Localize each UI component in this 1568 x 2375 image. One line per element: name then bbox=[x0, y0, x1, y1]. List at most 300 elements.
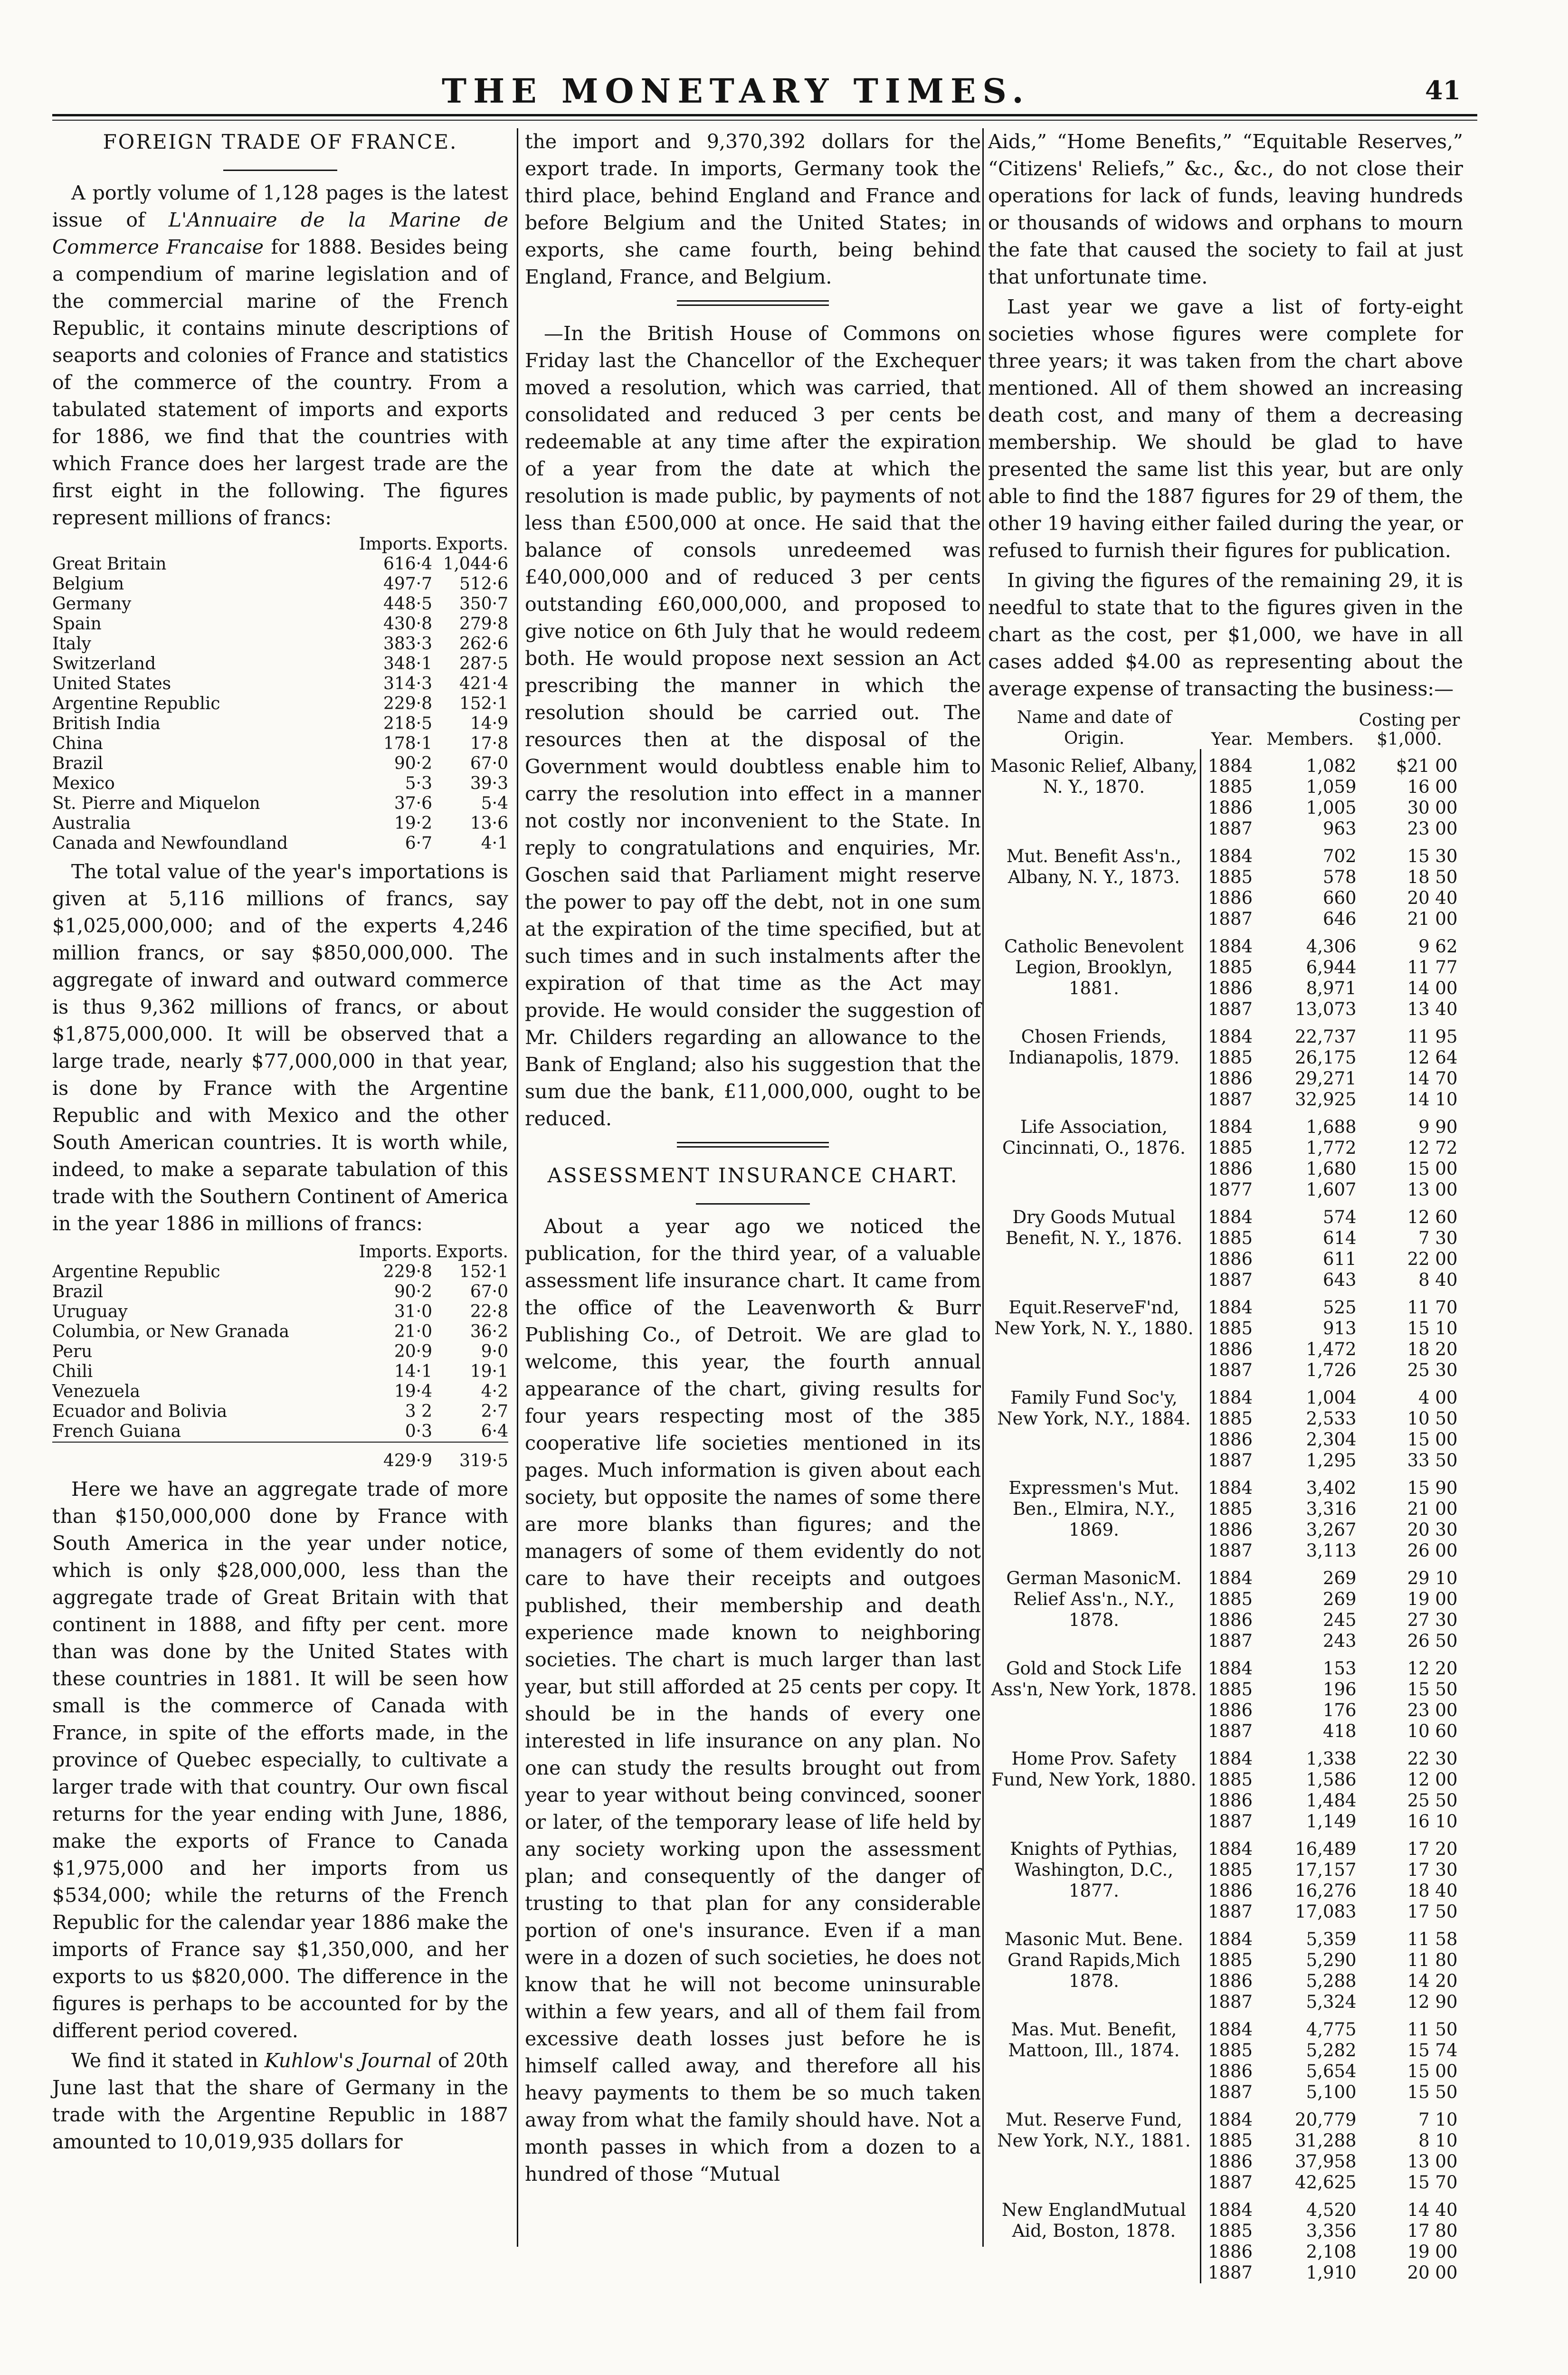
year-cell: 1887 bbox=[1200, 999, 1264, 1020]
year-cell: 1885 bbox=[1200, 2221, 1264, 2242]
year-cell: 1885 bbox=[1200, 1769, 1264, 1790]
imports-value: 348·1 bbox=[383, 654, 432, 674]
year-cell: 1884 bbox=[1200, 1110, 1264, 1138]
exports-value: 14·9 bbox=[470, 714, 508, 733]
members-cell: 646 bbox=[1322, 909, 1357, 929]
year-cell: 1887 bbox=[1200, 909, 1264, 930]
imports-value: 218·5 bbox=[383, 714, 432, 733]
cost-cell: 13 40 bbox=[1407, 999, 1458, 1019]
year-cell: 1886 bbox=[1200, 2242, 1264, 2262]
year-cell: 1885 bbox=[1200, 957, 1264, 978]
imports-value: 31·0 bbox=[394, 1302, 432, 1321]
table-row bbox=[52, 1402, 508, 1422]
members-cell: 37,958 bbox=[1295, 2151, 1357, 2172]
imports-value: 383·3 bbox=[383, 634, 432, 654]
year-cell: 1886 bbox=[1200, 1790, 1264, 1811]
cost-cell: 8 10 bbox=[1418, 2130, 1458, 2151]
members-cell: 1,472 bbox=[1306, 1339, 1357, 1359]
cost-cell: 14 10 bbox=[1407, 1089, 1458, 1110]
year-cell: 1887 bbox=[1200, 1992, 1264, 2013]
table-row bbox=[988, 839, 1463, 867]
imports-value: 616·4 bbox=[383, 554, 432, 574]
members-cell: 196 bbox=[1322, 1679, 1357, 1700]
members-cell: 269 bbox=[1322, 1568, 1357, 1588]
year-cell: 1886 bbox=[1200, 1339, 1264, 1360]
table-row bbox=[988, 2013, 1463, 2040]
members-cell: 16,489 bbox=[1295, 1839, 1357, 1859]
column-header: Imports. bbox=[359, 1242, 432, 1262]
exports-value: 4·1 bbox=[481, 834, 508, 853]
cost-cell: 8 40 bbox=[1418, 1270, 1458, 1290]
members-cell: 1,688 bbox=[1306, 1117, 1357, 1137]
column-header: Exports. bbox=[436, 1242, 508, 1262]
year-cell: 1884 bbox=[1200, 839, 1264, 867]
column-3 bbox=[988, 128, 1463, 2283]
members-cell: 2,304 bbox=[1306, 1429, 1357, 1450]
table-row bbox=[988, 1832, 1463, 1860]
year-cell: 1885 bbox=[1200, 1138, 1264, 1159]
members-cell: 4,775 bbox=[1306, 2019, 1357, 2040]
table-row bbox=[52, 734, 508, 754]
members-cell: 153 bbox=[1322, 1658, 1357, 1679]
table-row bbox=[52, 834, 508, 854]
cost-cell: 11 77 bbox=[1407, 957, 1458, 978]
society-name: Masonic Relief, Albany, N. Y., 1870. bbox=[990, 756, 1198, 797]
cost-cell: 21 00 bbox=[1407, 909, 1458, 929]
table-row bbox=[52, 574, 508, 594]
year-cell: 1884 bbox=[1200, 1381, 1264, 1408]
members-cell: 1,726 bbox=[1306, 1360, 1357, 1380]
exports-value: 5·4 bbox=[481, 794, 508, 813]
imports-value: 448·5 bbox=[383, 594, 432, 614]
cost-cell: 14 40 bbox=[1407, 2200, 1458, 2220]
cost-cell: 26 50 bbox=[1407, 1631, 1458, 1651]
imports-value: 20·9 bbox=[394, 1342, 432, 1361]
country-name: Venezuela bbox=[52, 1382, 140, 1401]
year-cell: 1887 bbox=[1200, 1901, 1264, 1922]
country-name: Chili bbox=[52, 1362, 93, 1381]
year-cell: 1885 bbox=[1200, 1950, 1264, 1971]
members-cell: 3,267 bbox=[1306, 1520, 1357, 1540]
table-row bbox=[52, 1262, 508, 1282]
year-cell: 1885 bbox=[1200, 1408, 1264, 1429]
cost-cell: 12 60 bbox=[1407, 1207, 1458, 1227]
table-row bbox=[52, 814, 508, 834]
paragraph: Here we have an aggregate trade of more than $150,000,000 done by France with South America in the year under notice, which is only $28,000,000, less than the aggregate trade of Great Britain with that continent in 1888, and fifty per cent. more than was done by the United States with these countries in 1881. It will be seen how small is the commerce of Canada with France, in spite of the efforts made, in the province of Quebec especially, to cultivate a larger trade with that country. Our own fiscal returns for the year ending with June, 1886, make the exports of France to Canada $1,975,000 and her imports from us $534,000; while the returns of the French Republic for the calendar year 1886 make the imports of France say $1,350,000, and her exports to us $820,000. The difference in the figures is perhaps to be accounted for by the different period covered. bbox=[52, 1478, 508, 2042]
cost-cell: 19 00 bbox=[1407, 1589, 1458, 1609]
cost-cell: 15 90 bbox=[1407, 1478, 1458, 1498]
column-divider bbox=[982, 128, 984, 2247]
year-cell: 1885 bbox=[1200, 867, 1264, 888]
section-rule bbox=[677, 300, 829, 306]
year-cell: 1887 bbox=[1200, 2082, 1264, 2103]
country-name: St. Pierre and Miquelon bbox=[52, 794, 260, 813]
year-cell: 1887 bbox=[1200, 2262, 1264, 2283]
country-name: Australia bbox=[52, 814, 131, 833]
paragraph: The total value of the year's importations is given at 5,116 millions of francs, say $1,025,000,000; and of the experts 4,246 million francs, or say $850,000,000. The aggregate of inward and outward commerce is thus 9,362 millions of francs, or about $1,875,000,000. It will be observed that a large trade, nearly $77,000,000 in that year, is done by France with the Argentine Republic and with Mexico and the other South American countries. It is worth while, indeed, to make a separate tabulation of this trade with the Southern Continent of America in the year 1886 in millions of francs: bbox=[52, 860, 508, 1235]
year-cell: 1886 bbox=[1200, 1429, 1264, 1450]
cost-cell: 15 30 bbox=[1407, 846, 1458, 866]
country-name: Uruguay bbox=[52, 1302, 128, 1321]
year-cell: 1887 bbox=[1200, 1811, 1264, 1832]
exports-value: 17·8 bbox=[470, 734, 508, 753]
column-2 bbox=[525, 128, 981, 2191]
cost-cell: 17 30 bbox=[1407, 1860, 1458, 1880]
total-exports: 319·5 bbox=[432, 1442, 508, 1471]
country-name: Italy bbox=[52, 634, 92, 654]
members-cell: 963 bbox=[1322, 818, 1357, 839]
members-cell: 1,149 bbox=[1306, 1811, 1357, 1832]
cost-cell: 17 20 bbox=[1407, 1839, 1458, 1859]
paragraph: Last year we gave a list of forty-eight societies whose figures were complete for three years; it was taken from the chart above mentioned. All of them showed an increasing death cost, and many of them a decreasing membership. We should be glad to have presented the same list this year, but are only able to find the 1887 figures for 29 of them, the other 19 having either failed during the year, or refused to furnish their figures for publication. bbox=[988, 295, 1463, 562]
article-heading-foreign-trade: FOREIGN TRADE OF FRANCE. bbox=[103, 130, 458, 153]
country-name: Ecuador and Bolivia bbox=[52, 1402, 228, 1421]
cost-cell: 30 00 bbox=[1407, 798, 1458, 818]
imports-value: 178·1 bbox=[383, 734, 432, 753]
members-cell: 2,533 bbox=[1306, 1408, 1357, 1429]
cost-cell: 10 50 bbox=[1407, 1408, 1458, 1429]
year-cell: 1884 bbox=[1200, 1020, 1264, 1047]
table-row bbox=[988, 1471, 1463, 1499]
members-cell: 643 bbox=[1322, 1270, 1357, 1290]
members-cell: 1,586 bbox=[1306, 1769, 1357, 1790]
year-cell: 1886 bbox=[1200, 1249, 1264, 1270]
members-cell: 3,402 bbox=[1306, 1478, 1357, 1498]
imports-value: 19·2 bbox=[394, 814, 432, 833]
members-cell: 525 bbox=[1322, 1297, 1357, 1318]
exports-value: 4·2 bbox=[481, 1382, 508, 1401]
members-cell: 1,082 bbox=[1306, 756, 1357, 776]
society-name: Knights of Pythias, Washington, D.C., 1877. bbox=[1010, 1839, 1178, 1901]
cost-cell: 16 10 bbox=[1407, 1811, 1458, 1832]
column-header: Exports. bbox=[436, 534, 508, 554]
heading-rule bbox=[696, 1203, 810, 1205]
imports-value: 430·8 bbox=[383, 614, 432, 634]
cost-cell: 4 00 bbox=[1418, 1387, 1458, 1408]
year-cell: 1884 bbox=[1200, 1291, 1264, 1318]
year-cell: 1887 bbox=[1200, 1540, 1264, 1561]
exports-value: 13·6 bbox=[470, 814, 508, 833]
year-cell: 1887 bbox=[1200, 818, 1264, 839]
year-cell: 1885 bbox=[1200, 1047, 1264, 1068]
members-cell: 26,175 bbox=[1295, 1047, 1357, 1068]
table-row bbox=[988, 1561, 1463, 1589]
table-row bbox=[988, 2193, 1463, 2221]
cost-cell: 7 10 bbox=[1418, 2109, 1458, 2130]
country-name: Germany bbox=[52, 594, 132, 614]
year-cell: 1884 bbox=[1200, 1922, 1264, 1950]
members-cell: 1,005 bbox=[1306, 798, 1357, 818]
society-name: Mut. Benefit Ass'n., Albany, N. Y., 1873. bbox=[1006, 846, 1182, 887]
column-header: Members. bbox=[1266, 730, 1354, 749]
society-name: Life Association, Cincinnati, O., 1876. bbox=[1002, 1117, 1186, 1158]
paragraph: In giving the figures of the remaining 29, it is needful to state that to the figures given in the chart as the cost, per $1,000, we have in all cases added $4.00 as representing about the average expense of transacting the business:— bbox=[988, 569, 1463, 700]
country-name: Brazil bbox=[52, 1282, 104, 1302]
members-cell: 5,359 bbox=[1306, 1929, 1357, 1949]
column-header: Year. bbox=[1211, 730, 1253, 749]
cost-cell: 19 00 bbox=[1407, 2242, 1458, 2262]
country-name: Peru bbox=[52, 1342, 93, 1361]
table-row bbox=[52, 794, 508, 814]
table-row bbox=[52, 654, 508, 674]
imports-value: 6·7 bbox=[405, 834, 432, 853]
cost-cell: 11 70 bbox=[1407, 1297, 1458, 1318]
cost-cell: 26 00 bbox=[1407, 1540, 1458, 1561]
exports-value: 2·7 bbox=[481, 1402, 508, 1421]
country-name: United States bbox=[52, 674, 171, 694]
exports-value: 67·0 bbox=[470, 1282, 508, 1302]
year-cell: 1887 bbox=[1200, 1270, 1264, 1291]
year-cell: 1884 bbox=[1200, 2193, 1264, 2221]
exports-value: 6·4 bbox=[481, 1422, 508, 1441]
cost-cell: 15 00 bbox=[1407, 2061, 1458, 2081]
table-row bbox=[52, 614, 508, 634]
column-header: Name and date of Origin. bbox=[1017, 708, 1172, 748]
imports-value: 0·3 bbox=[405, 1422, 432, 1441]
table-row bbox=[52, 1322, 508, 1342]
members-cell: 5,324 bbox=[1306, 1992, 1357, 2012]
year-cell: 1887 bbox=[1200, 1631, 1264, 1652]
year-cell: 1885 bbox=[1200, 1499, 1264, 1520]
imports-value: 90·2 bbox=[394, 754, 432, 773]
masthead bbox=[0, 71, 1568, 109]
exports-value: 36·2 bbox=[470, 1322, 508, 1341]
members-cell: 574 bbox=[1322, 1207, 1357, 1227]
table-row bbox=[988, 1742, 1463, 1769]
cost-cell: 22 30 bbox=[1407, 1748, 1458, 1769]
cost-cell: 22 00 bbox=[1407, 1249, 1458, 1269]
society-name: Dry Goods Mutual Benefit, N. Y., 1876. bbox=[1005, 1207, 1183, 1248]
exports-value: 22·8 bbox=[470, 1302, 508, 1321]
cost-cell: 14 20 bbox=[1407, 1971, 1458, 1991]
society-name: German MasonicM. Relief Ass'n., N.Y., 1878. bbox=[1006, 1568, 1182, 1630]
exports-value: 279·8 bbox=[459, 614, 508, 634]
exports-value: 1,044·6 bbox=[443, 554, 508, 574]
country-name: Columbia, or New Granada bbox=[52, 1322, 289, 1341]
article-heading-assessment-chart: ASSESSMENT INSURANCE CHART. bbox=[547, 1164, 959, 1187]
table-row bbox=[52, 1422, 508, 1442]
exports-value: 9·0 bbox=[481, 1342, 508, 1361]
paragraph: —In the British House of Commons on Friday last the Chancellor of the Exchequer moved a resolution, which was carried, that consolidated and reduced 3 per cents be redeemable at any time after the expiration of a year from the date at which the resolution is made public, by payments of not less than £500,000 at once. He said that the balance of consols unredeemed was £40,000,000 and of reduced 3 per cents outstanding £60,000,000, and proposed to give notice on 6th July that he would redeem both. He would propose next session an Act prescribing the manner in which the resolution should be carried out. The resources then at the disposal of the Government would doubtless enable him to carry the resolution into effect in a manner not costly nor inconvenient to the State. In reply to congratulations and enquiries, Mr. Goschen said that Parliament might reserve the power to pay off the debt, not in one sum at the expiration of the time specified, but at such times and in such instalments after the expiration of that time as the Act may provide. He would consider the suggestion of Mr. Childers regarding an allowance to the Bank of England; also his suggestion that the sum due the bank, £11,000,000, ought to be reduced. bbox=[525, 322, 981, 1130]
cost-cell: 17 80 bbox=[1407, 2221, 1458, 2241]
members-cell: 578 bbox=[1322, 867, 1357, 887]
members-cell: 1,004 bbox=[1306, 1387, 1357, 1408]
year-cell: 1884 bbox=[1200, 1471, 1264, 1499]
members-cell: 4,306 bbox=[1306, 936, 1357, 957]
year-cell: 1886 bbox=[1200, 888, 1264, 909]
members-cell: 245 bbox=[1322, 1610, 1357, 1630]
table-row bbox=[988, 1110, 1463, 1138]
trade-table-1886 bbox=[52, 534, 508, 854]
year-cell: 1886 bbox=[1200, 1700, 1264, 1721]
members-cell: 5,654 bbox=[1306, 2061, 1357, 2081]
year-cell: 1886 bbox=[1200, 2061, 1264, 2082]
country-name: Belgium bbox=[52, 574, 124, 594]
cost-cell: 14 70 bbox=[1407, 1068, 1458, 1089]
cost-cell: 25 30 bbox=[1407, 1360, 1458, 1380]
exports-value: 152·1 bbox=[459, 694, 508, 713]
imports-value: 37·6 bbox=[394, 794, 432, 813]
members-cell: 3,356 bbox=[1306, 2221, 1357, 2241]
year-cell: 1885 bbox=[1200, 1318, 1264, 1339]
table-row bbox=[52, 634, 508, 654]
members-cell: 13,073 bbox=[1295, 999, 1357, 1019]
cost-cell: 15 74 bbox=[1407, 2040, 1458, 2061]
table-row bbox=[988, 1381, 1463, 1408]
cost-cell: 11 95 bbox=[1407, 1026, 1458, 1047]
cost-cell: 12 72 bbox=[1407, 1138, 1458, 1158]
members-cell: 1,680 bbox=[1306, 1159, 1357, 1179]
cost-cell: 16 00 bbox=[1407, 777, 1458, 797]
year-cell: 1884 bbox=[1200, 749, 1264, 777]
year-cell: 1886 bbox=[1200, 1881, 1264, 1901]
section-rule bbox=[677, 1142, 829, 1148]
year-cell: 1877 bbox=[1200, 1179, 1264, 1200]
exports-value: 39·3 bbox=[470, 774, 508, 793]
total-imports: 429·9 bbox=[356, 1442, 432, 1471]
country-name: Mexico bbox=[52, 774, 115, 793]
country-name: Canada and Newfoundland bbox=[52, 834, 288, 853]
imports-value: 5·3 bbox=[405, 774, 432, 793]
members-cell: 17,083 bbox=[1295, 1901, 1357, 1922]
exports-value: 262·6 bbox=[459, 634, 508, 654]
cost-cell: 15 00 bbox=[1407, 1159, 1458, 1179]
members-cell: 20,779 bbox=[1295, 2109, 1357, 2130]
members-cell: 1,772 bbox=[1306, 1138, 1357, 1158]
year-cell: 1886 bbox=[1200, 1520, 1264, 1540]
year-cell: 1886 bbox=[1200, 1610, 1264, 1631]
cost-cell: 23 00 bbox=[1407, 818, 1458, 839]
cost-cell: 12 64 bbox=[1407, 1047, 1458, 1068]
cost-cell: 12 90 bbox=[1407, 1992, 1458, 2012]
cost-cell: 18 40 bbox=[1407, 1881, 1458, 1901]
members-cell: 1,910 bbox=[1306, 2262, 1357, 2283]
year-cell: 1884 bbox=[1200, 1652, 1264, 1679]
column-1 bbox=[52, 128, 508, 2158]
society-name: Mas. Mut. Benefit, Mattoon, Ill., 1874. bbox=[1008, 2019, 1180, 2061]
table-row bbox=[988, 2103, 1463, 2130]
cost-cell: 27 30 bbox=[1407, 1610, 1458, 1630]
cost-cell: 29 10 bbox=[1407, 1568, 1458, 1588]
column-divider bbox=[517, 128, 518, 2247]
year-cell: 1884 bbox=[1200, 930, 1264, 957]
year-cell: 1886 bbox=[1200, 1159, 1264, 1179]
society-name: Equit.ReserveF'nd, New York, N. Y., 1880. bbox=[994, 1297, 1194, 1339]
country-name: French Guiana bbox=[52, 1422, 181, 1441]
country-name: Switzerland bbox=[52, 654, 156, 674]
year-cell: 1884 bbox=[1200, 1200, 1264, 1228]
members-cell: 418 bbox=[1322, 1721, 1357, 1741]
cost-cell: 23 00 bbox=[1407, 1700, 1458, 1720]
cost-cell: 15 00 bbox=[1407, 1429, 1458, 1450]
cost-cell: 12 00 bbox=[1407, 1769, 1458, 1790]
masthead-rule-thick bbox=[52, 114, 1477, 116]
society-name: Family Fund Soc'y, New York, N.Y., 1884. bbox=[997, 1387, 1191, 1429]
table-row bbox=[988, 1200, 1463, 1228]
year-cell: 1885 bbox=[1200, 1228, 1264, 1249]
members-cell: 913 bbox=[1322, 1318, 1357, 1339]
exports-value: 67·0 bbox=[470, 754, 508, 773]
table-row bbox=[52, 1282, 508, 1302]
cost-cell: 12 20 bbox=[1407, 1658, 1458, 1679]
imports-value: 21·0 bbox=[394, 1322, 432, 1341]
members-cell: 269 bbox=[1322, 1589, 1357, 1609]
year-cell: 1884 bbox=[1200, 1832, 1264, 1860]
year-cell: 1884 bbox=[1200, 2103, 1264, 2130]
country-name: China bbox=[52, 734, 103, 753]
members-cell: 1,059 bbox=[1306, 777, 1357, 797]
imports-value: 314·3 bbox=[383, 674, 432, 694]
society-name: New EnglandMutual Aid, Boston, 1878. bbox=[1001, 2200, 1186, 2241]
society-name: Masonic Mut. Bene. Grand Rapids,Mich 1878. bbox=[1004, 1929, 1183, 1991]
members-cell: 6,944 bbox=[1306, 957, 1357, 978]
year-cell: 1887 bbox=[1200, 1360, 1264, 1381]
cost-cell: 15 50 bbox=[1407, 1679, 1458, 1700]
table-row bbox=[52, 754, 508, 774]
country-name: Great Britain bbox=[52, 554, 167, 574]
year-cell: 1885 bbox=[1200, 2040, 1264, 2061]
cost-cell: 33 50 bbox=[1407, 1450, 1458, 1471]
imports-value: 497·7 bbox=[383, 574, 432, 594]
exports-value: 152·1 bbox=[459, 1262, 508, 1282]
table-row bbox=[988, 1291, 1463, 1318]
society-name: Gold and Stock Life Ass'n, New York, 1878. bbox=[991, 1658, 1197, 1700]
members-cell: 5,100 bbox=[1306, 2082, 1357, 2102]
cost-cell: 14 00 bbox=[1407, 978, 1458, 998]
members-cell: 4,520 bbox=[1306, 2200, 1357, 2220]
year-cell: 1885 bbox=[1200, 2130, 1264, 2151]
members-cell: 614 bbox=[1322, 1228, 1357, 1248]
cost-cell: 11 50 bbox=[1407, 2019, 1458, 2040]
country-name: Brazil bbox=[52, 754, 104, 773]
table-row bbox=[52, 774, 508, 794]
members-cell: 29,271 bbox=[1295, 1068, 1357, 1089]
society-name: Expressmen's Mut. Ben., Elmira, N.Y., 1869. bbox=[1008, 1478, 1179, 1540]
assessment-insurance-table bbox=[988, 707, 1463, 2283]
year-cell: 1887 bbox=[1200, 1721, 1264, 1742]
society-name: Home Prov. Safety Fund, New York, 1880. bbox=[991, 1748, 1197, 1790]
table-row bbox=[52, 1382, 508, 1402]
members-cell: 176 bbox=[1322, 1700, 1357, 1720]
cost-cell: 18 20 bbox=[1407, 1339, 1458, 1359]
exports-value: 512·6 bbox=[459, 574, 508, 594]
table-row bbox=[52, 674, 508, 694]
year-cell: 1884 bbox=[1200, 2013, 1264, 2040]
year-cell: 1885 bbox=[1200, 1589, 1264, 1610]
cost-cell: 15 70 bbox=[1407, 2172, 1458, 2193]
members-cell: 17,157 bbox=[1295, 1860, 1357, 1880]
cost-cell: 25 50 bbox=[1407, 1790, 1458, 1811]
cost-cell: 11 80 bbox=[1407, 1950, 1458, 1970]
cost-cell: 7 30 bbox=[1418, 1228, 1458, 1248]
cost-cell: 9 90 bbox=[1418, 1117, 1458, 1137]
table-row bbox=[52, 554, 508, 574]
members-cell: 42,625 bbox=[1295, 2172, 1357, 2193]
cost-cell: 9 62 bbox=[1418, 936, 1458, 957]
imports-value: 19·4 bbox=[394, 1382, 432, 1401]
members-cell: 1,484 bbox=[1306, 1790, 1357, 1811]
society-name: Chosen Friends, Indianapolis, 1879. bbox=[1008, 1026, 1179, 1068]
cost-cell: 17 50 bbox=[1407, 1901, 1458, 1922]
page-number: 41 bbox=[1425, 75, 1461, 105]
cost-cell: 20 30 bbox=[1407, 1520, 1458, 1540]
exports-value: 421·4 bbox=[459, 674, 508, 694]
masthead-rule-thin bbox=[52, 120, 1477, 121]
imports-value: 3 2 bbox=[405, 1402, 432, 1421]
members-cell: 1,607 bbox=[1306, 1179, 1357, 1200]
year-cell: 1885 bbox=[1200, 1679, 1264, 1700]
paragraph: We find it stated in Kuhlow's Journal of 20th June last that the share of Germany in the trade with the Argentine Republic in 1887 amounted to 10,019,935 dollars for bbox=[52, 2049, 509, 2153]
